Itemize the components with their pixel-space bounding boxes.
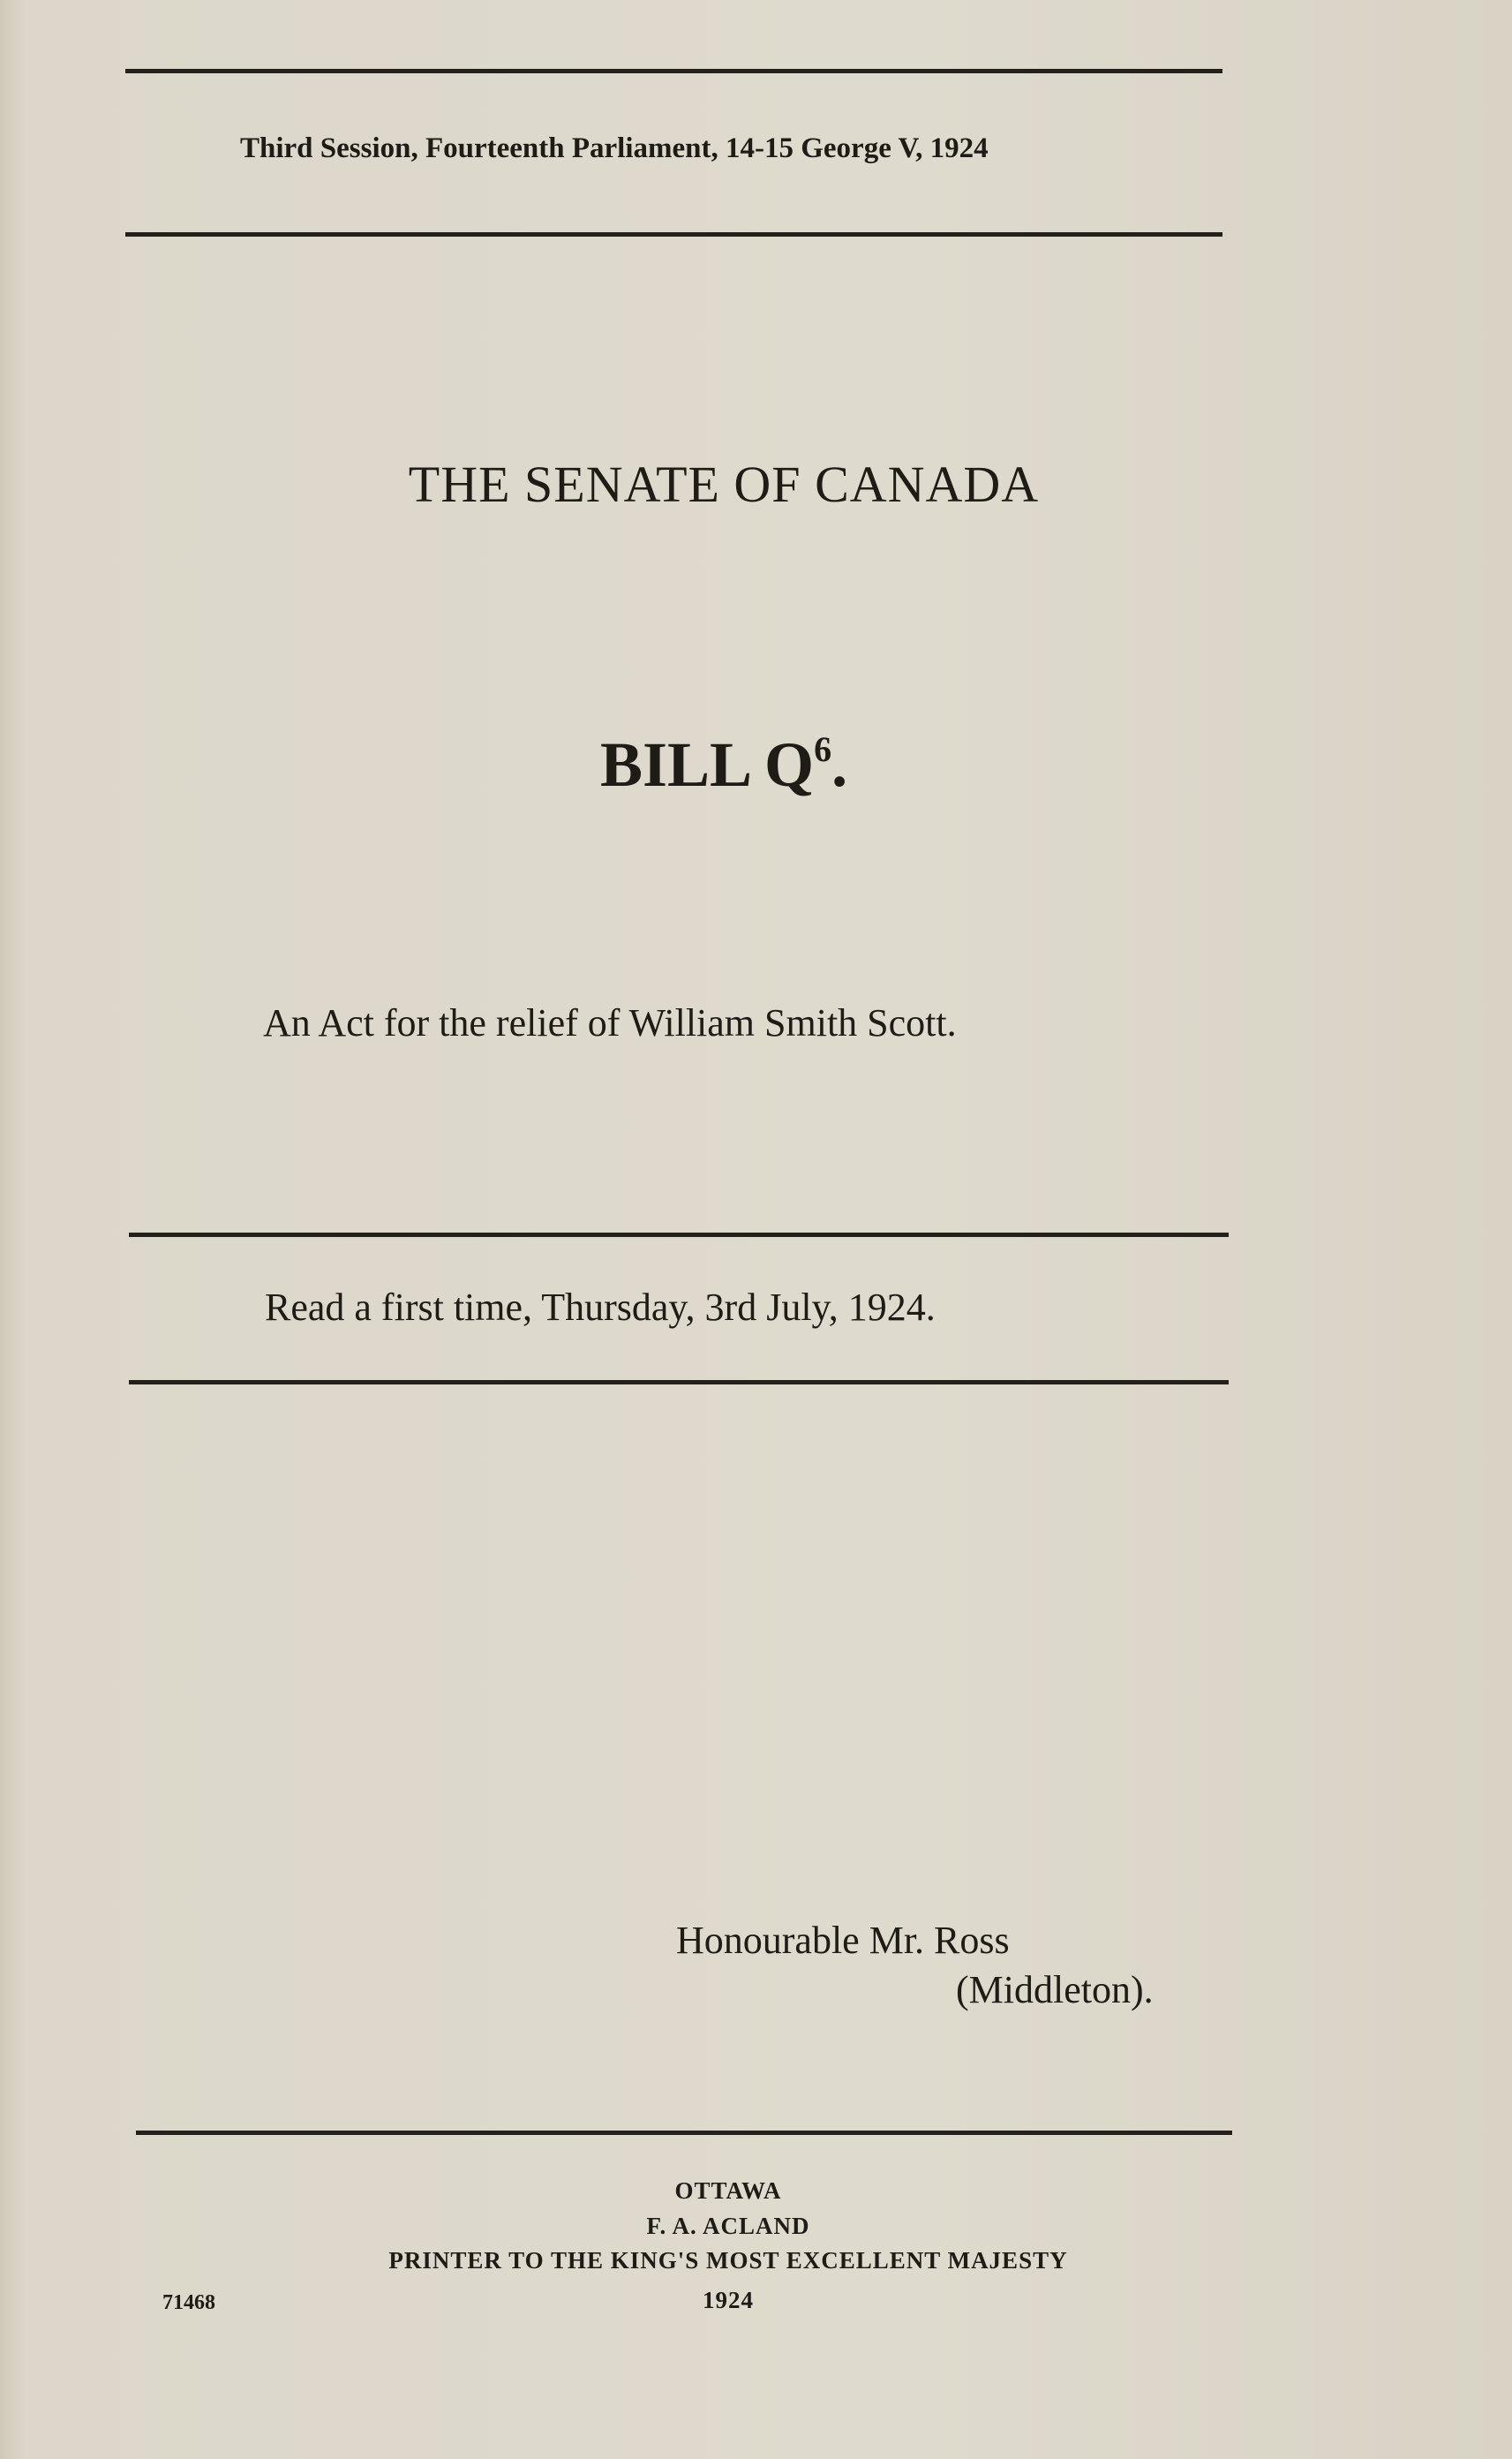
- imprint-rule: [136, 2131, 1232, 2135]
- sponsor-riding: (Middleton).: [956, 1968, 1154, 2011]
- reading-bottom-rule: [129, 1380, 1229, 1384]
- sponsor-name: Honourable Mr. Ross: [676, 1919, 1010, 1962]
- bill-number: [124, 728, 1324, 802]
- header-rule: [125, 232, 1222, 237]
- document-number: 71468: [162, 2291, 215, 2314]
- session-header: Third Session, Fourteenth Parliament, 14-15 George V, 1924: [240, 132, 989, 164]
- imprint-title: PRINTER TO THE KING'S MOST EXCELLENT MAJESTY: [388, 2247, 1068, 2274]
- act-title: An Act for the relief of William Smith Scott.: [263, 1001, 957, 1045]
- top-rule: [125, 69, 1222, 73]
- bill-suffix: .: [831, 729, 848, 800]
- chamber-title: THE SENATE OF CANADA: [408, 456, 1040, 513]
- first-reading: Read a first time, Thursday, 3rd July, 1924.: [265, 1286, 936, 1329]
- reading-top-rule: [129, 1233, 1229, 1237]
- imprint-printer: F. A. ACLAND: [646, 2213, 810, 2239]
- imprint-place: OTTAWA: [674, 2177, 782, 2204]
- bill-prefix: BILL Q: [599, 729, 815, 800]
- imprint-year: 1924: [703, 2287, 754, 2313]
- bill-superscript: 6: [814, 729, 832, 769]
